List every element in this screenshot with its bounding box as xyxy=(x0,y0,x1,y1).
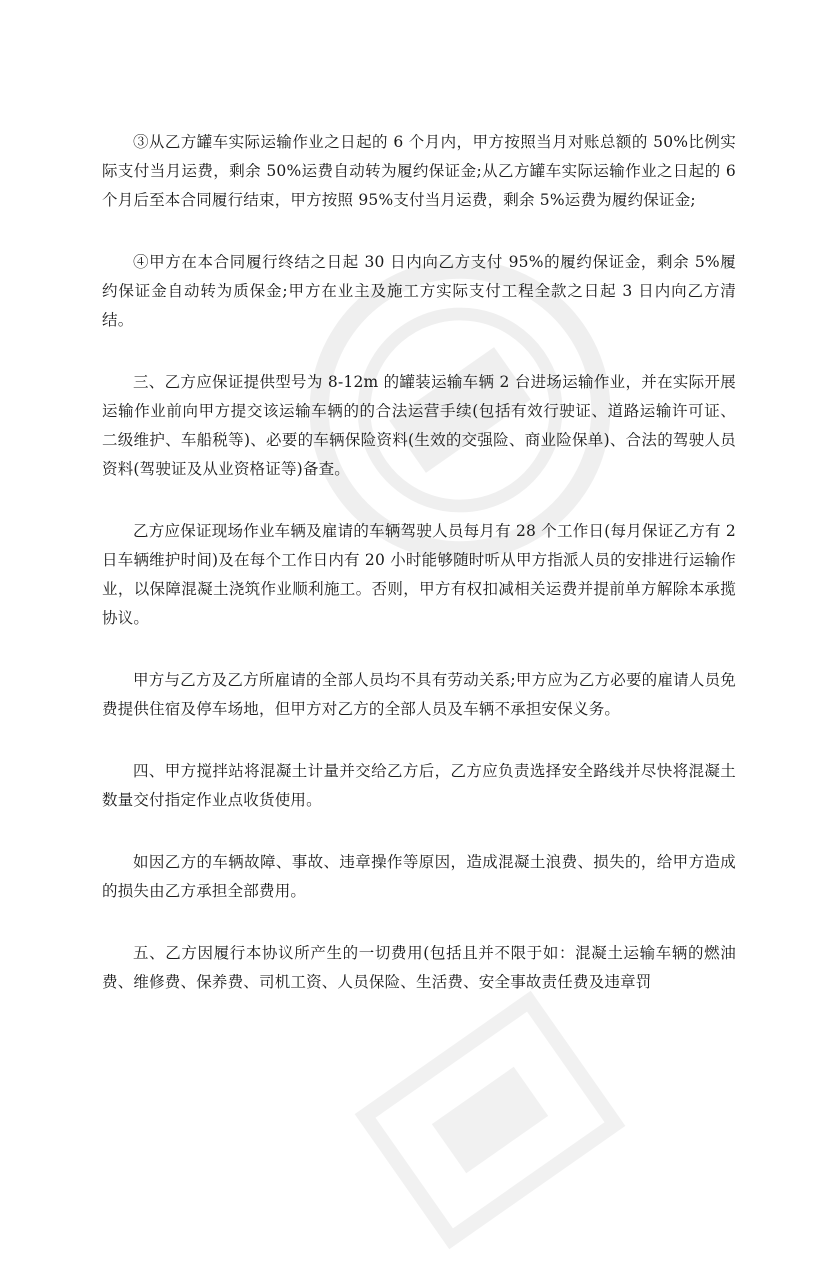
paragraph-payment-terms-3: ③从乙方罐车实际运输作业之日起的 6 个月内，甲方按照当月对账总额的 50%比例实际支付当月运费，剩余 50%运费自动转为履约保证金;从乙方罐车实际运输作业之日起的 6 个月后至本合同履行结束，甲方按照 95%支付当月运费，剩余 5%运费为履约保证金; xyxy=(102,133,736,209)
paragraph-payment-terms-4: ④甲方在本合同履行终结之日起 30 日内向乙方支付 95%的履约保证金，剩余 5%履约保证金自动转为质保金;甲方在业主及施工方实际支付工程全款之日起 3 日内向乙方清结。 xyxy=(102,253,736,329)
paragraph-section-5-costs: 五、乙方因履行本协议所产生的一切费用(包括且并不限于如：混凝土运输车辆的燃油费、维修费、保养费、司机工资、人员保险、生活费、安全事故责任费及违章罚 xyxy=(102,944,736,991)
document-body xyxy=(102,128,736,1030)
paragraph-section-3-vehicles: 三、乙方应保证提供型号为 8-12m 的罐装运输车辆 2 台进场运输作业，并在实际开展运输作业前向甲方提交该运输车辆的的合法运营手续(包括有效行驶证、道路运输许可证、二级维护、车船税等)、必要的车辆保险资料(生效的交强险、商业险保单)、合法的驾驶人员资料(驾驶证及从业资格证等)备查。 xyxy=(102,373,736,478)
paragraph-labor-relations: 甲方与乙方及乙方所雇请的全部人员均不具有劳动关系;甲方应为乙方必要的雇请人员免费提供住宿及停车场地，但甲方对乙方的全部人员及车辆不承担安保义务。 xyxy=(102,671,736,718)
paragraph-working-days: 乙方应保证现场作业车辆及雇请的车辆驾驶人员每月有 28 个工作日(每月保证乙方有 2 日车辆维护时间)及在每个工作日内有 20 小时能够随时听从甲方指派人员的安排进行运输作业，以保障混凝土浇筑作业顺利施工。否则，甲方有权扣减相关运费并提前单方解除本承揽协议。 xyxy=(102,522,736,627)
paragraph-loss-liability: 如因乙方的车辆故障、事故、违章操作等原因，造成混凝土浪费、损失的，给甲方造成的损失由乙方承担全部费用。 xyxy=(102,853,736,900)
paragraph-section-4-delivery: 四、甲方搅拌站将混凝土计量并交给乙方后，乙方应负责选择安全路线并尽快将混凝土数量交付指定作业点收货使用。 xyxy=(102,762,736,809)
